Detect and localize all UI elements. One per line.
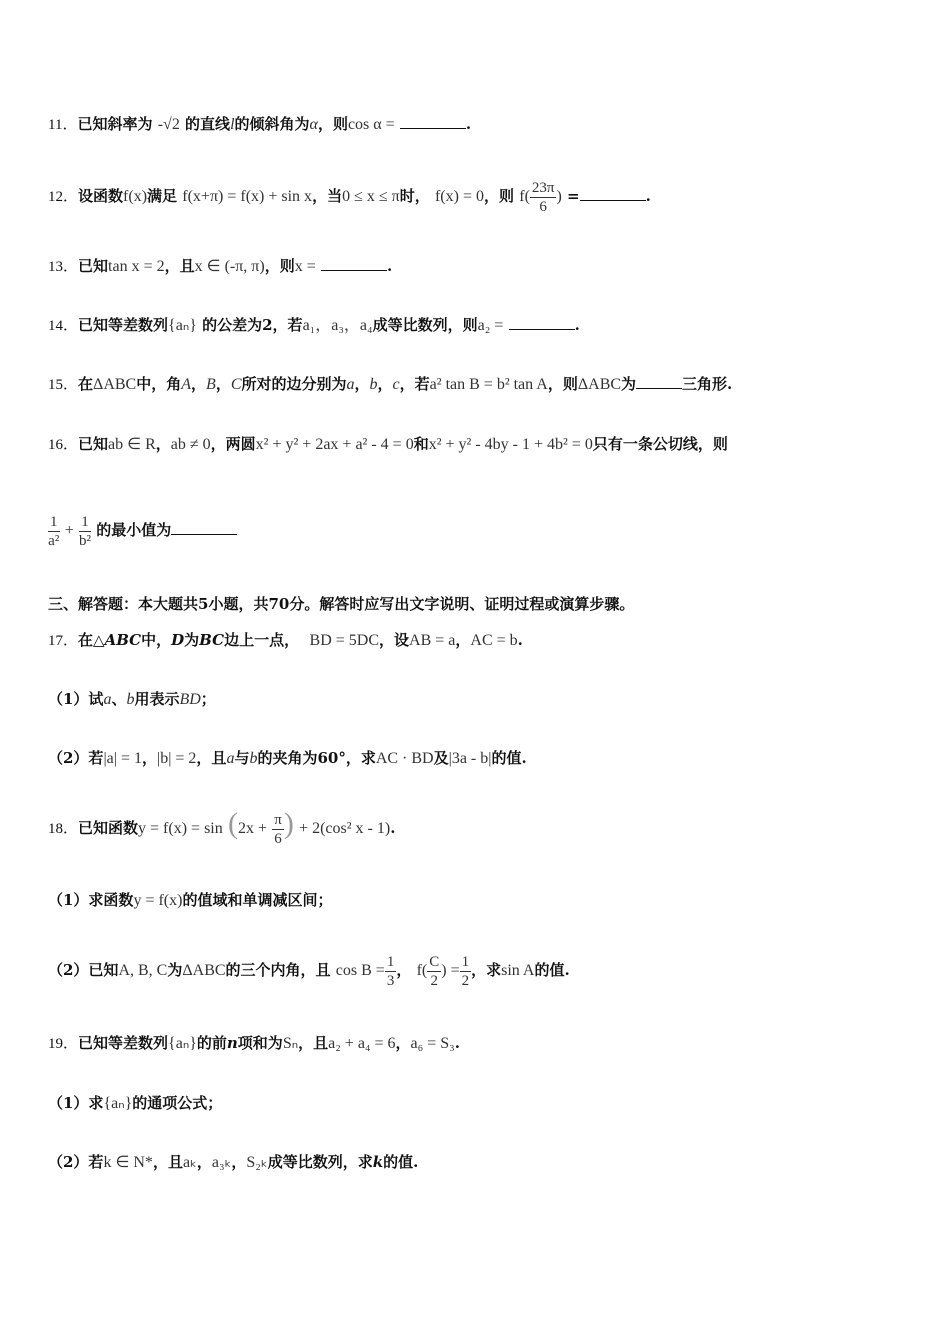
problem-13: 13．已知tan x = 2，且x ∈ (-π, π)，则x = .	[48, 257, 393, 275]
problem-11: 11．已知斜率为 -√2 的直线l的倾斜角为α，则cos α = .	[48, 115, 472, 133]
fraction: $\frac{23\pi}{6}$	[531, 179, 555, 215]
section-heading: 三、解答题：本大题共5小题，共70分。解答时应写出文字说明、证明过程或演算步骤。	[48, 595, 635, 613]
problem-16-cont: $\frac{1}{\text{a²}}$ + $\frac{1}{\text{b²}}$ 的最小值为	[48, 510, 910, 551]
problem-15: 15．在ΔABC中，角A，B，C所对的边分别为a，b，c，若a² tan B = b² tan A，则ΔABC为 三角形.	[48, 375, 733, 393]
problem-19-part-1: （1）求{aₙ}的通项公式；	[48, 1094, 223, 1112]
problem-14: 14．已知等差数列{aₙ} 的公差为2，若a₁，a₃，a₄成等比数列，则a₂ = .	[48, 316, 580, 334]
problem-18-part-2: （2）已知A, B, C为ΔABC的三个内角，且 cos B = $\frac{1}{3}$ ， f( $\frac{C}{2}$ ) = $\frac{1}{2}$ ，求sin A的值.	[48, 953, 570, 989]
problem-17: 17．在△ABC中，D为BC边上一点， BD = 5DC，设AB = a，AC = b.	[48, 631, 523, 649]
problem-17-part-2: （2）若|a| = 1，|b| = 2，且a与b的夹角为60°，求AC · BD及|3a - b|的值.	[48, 749, 527, 767]
answer-blank[interactable]	[580, 186, 646, 201]
answer-blank[interactable]	[321, 256, 387, 271]
fraction: $\frac{C}{2}$	[429, 953, 440, 989]
problem-19: 19．已知等差数列{aₙ}的前n项和为Sₙ，且a₂ + a₄ = 6，a₆ = S₃.	[48, 1034, 460, 1052]
fraction: $\frac{1}{2}$	[461, 953, 470, 989]
answer-blank[interactable]	[400, 114, 466, 129]
fraction: $\frac{1}{\text{b²}}$	[79, 513, 91, 549]
problem-18-part-1: （1）求函数y = f(x)的值域和单调减区间；	[48, 891, 333, 909]
problem-18: 18．已知函数y = f(x) = sin (2x + $\frac{\pi}{6}$ ) + 2(cos² x - 1).	[48, 807, 396, 847]
problem-12: 12．设函数f(x)满足 f(x+π) = f(x) + sin x，当0 ≤ x ≤ π时， f(x) = 0，则 f( $\frac{23\pi}{6}$ ) = .	[48, 179, 651, 215]
fraction: $\frac{\pi}{6}$	[274, 811, 282, 847]
answer-blank[interactable]	[171, 520, 237, 535]
problem-19-part-2: （2）若k ∈ N*，且aₖ，a₃ₖ，S₂ₖ成等比数列，求k的值.	[48, 1153, 419, 1171]
answer-blank[interactable]	[636, 374, 682, 389]
math-slope: -√2	[157, 116, 180, 133]
problem-17-part-1: （1）试a、b用表示BD；	[48, 690, 216, 708]
fraction: $\frac{1}{\text{a²}}$	[48, 513, 60, 549]
problem-number: 11．	[48, 117, 78, 133]
problem-16: 16．已知ab ∈ R，ab ≠ 0，两圆x² + y² + 2ax + a² - 4 = 0和x² + y² - 4by - 1 + 4b² = 0只有一条公切线，则	[48, 435, 728, 453]
answer-blank[interactable]	[509, 315, 575, 330]
fraction: $\frac{1}{3}$	[386, 953, 395, 989]
